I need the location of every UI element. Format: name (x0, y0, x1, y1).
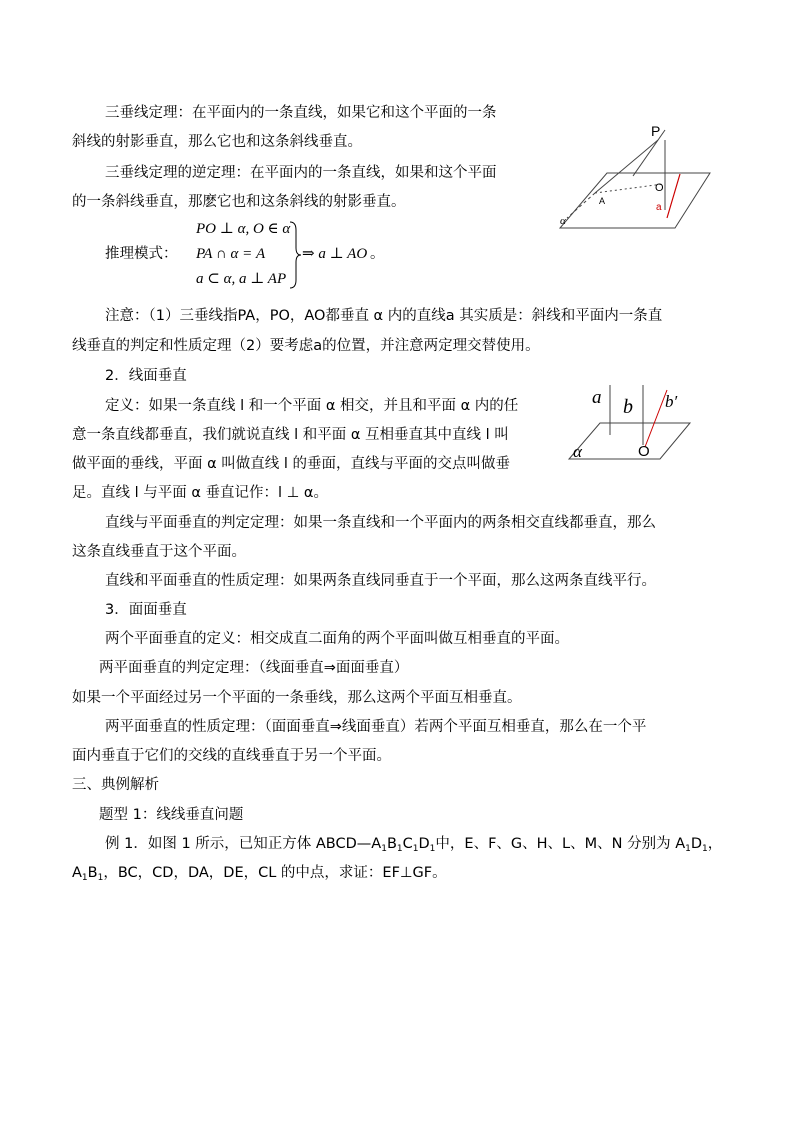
point-O-label: O (655, 182, 664, 194)
plane-plane-property-line1: 两平面垂直的性质定理：（面面垂直⇒线面垂直）若两个平面互相垂直，那么在一个平 (105, 719, 647, 735)
examples-heading: 三、典例解析 (72, 777, 159, 793)
section-3-heading: 3．面面垂直 (105, 602, 187, 618)
line-plane-property: 直线和平面垂直的性质定理：如果两条直线同垂直于一个平面，那么这两条直线平行。 (105, 573, 656, 589)
section-2-heading: 2．线面垂直 (105, 368, 187, 384)
three-perpendiculars-figure (555, 118, 725, 233)
plane-plane-definition: 两个平面垂直的定义：相交成直二面角的两个平面叫做互相垂直的平面。 (105, 631, 569, 647)
plane-plane-criterion: 如果一个平面经过另一个平面的一条垂线，那么这两个平面互相垂直。 (72, 690, 522, 706)
converse-theorem-line1: 三垂线定理的逆定理：在平面内的一条直线，如果和这个平面 (105, 165, 497, 181)
line-a-label: a (656, 202, 662, 213)
theorem-three-perpendiculars-line2: 斜线的射影垂直，那么它也和这条斜线垂直。 (72, 134, 362, 150)
reasoning-brace (288, 220, 302, 290)
plane-alpha-label-fig2: α (573, 442, 582, 461)
point-O-label-fig2: O (638, 443, 650, 460)
plane-plane-criterion-title: 两平面垂直的判定定理：（线面垂直⇒面面垂直） (99, 660, 409, 676)
reasoning-mode-label: 推理模式： (105, 246, 178, 262)
note-line2: 线垂直的判定和性质定理（2）要考虑a的位置，并注意两定理交替使用。 (72, 338, 540, 354)
line-plane-perpendicular-figure (565, 375, 695, 465)
definition-line4: 足。直线 l 与平面 α 垂直记作：l ⊥ α。 (72, 485, 328, 501)
example-1-line1: 例 1．如图 1 所示，已知正方体 $ABCD—A_1B_1C_1D_1$中，E、F、G、H、L、M、N 分别为 $A_1D_1$， (105, 836, 723, 854)
line-bprime-label: b′ (665, 392, 678, 411)
reasoning-period: 。 (370, 246, 385, 262)
reasoning-row2: PA ∩ α = A (196, 246, 266, 262)
reasoning-row3: a ⊂ α, a ⊥ AP (196, 271, 287, 287)
line-a-label-fig2: a (592, 387, 602, 408)
point-P-label: P (651, 123, 661, 139)
example-1-line2: $A_1B_1$，BC，CD，DA，DE，CL 的中点，求证：EF⊥GF。 (72, 865, 447, 883)
converse-theorem-line2: 的一条斜线垂直，那麽它也和这条斜线的射影垂直。 (72, 194, 406, 210)
point-A-label: A (599, 196, 606, 206)
plane-alpha-label: α (560, 215, 566, 227)
note-line1: 注意：（1）三垂线指PA，PO，AO都垂直 α 内的直线a 其实质是：斜线和平面内一条直 (105, 308, 663, 324)
reasoning-result: ⇒ a ⊥ AO (302, 246, 368, 262)
problem-type-1: 题型 1：线线垂直问题 (99, 807, 244, 823)
line-b-label: b (623, 396, 633, 418)
plane-plane-property-line2: 面内垂直于它们的交线的直线垂直于另一个平面。 (72, 748, 391, 764)
theorem-three-perpendiculars-line1: 三垂线定理：在平面内的一条直线，如果它和这个平面的一条 (105, 105, 497, 121)
line-plane-criterion-line2: 这条直线垂直于这个平面。 (72, 544, 246, 560)
reasoning-row1: PO ⊥ α, O ∈ α (196, 221, 291, 237)
definition-line1: 定义：如果一条直线 l 和一个平面 α 相交，并且和平面 α 内的任 (105, 398, 519, 414)
line-plane-criterion-line1: 直线与平面垂直的判定定理：如果一条直线和一个平面内的两条相交直线都垂直，那么 (105, 515, 656, 531)
definition-line2: 意一条直线都垂直，我们就说直线 l 和平面 α 互相垂直其中直线 l 叫 (72, 427, 509, 443)
definition-line3: 做平面的垂线，平面 α 叫做直线 l 的垂面，直线与平面的交点叫做垂 (72, 456, 511, 472)
